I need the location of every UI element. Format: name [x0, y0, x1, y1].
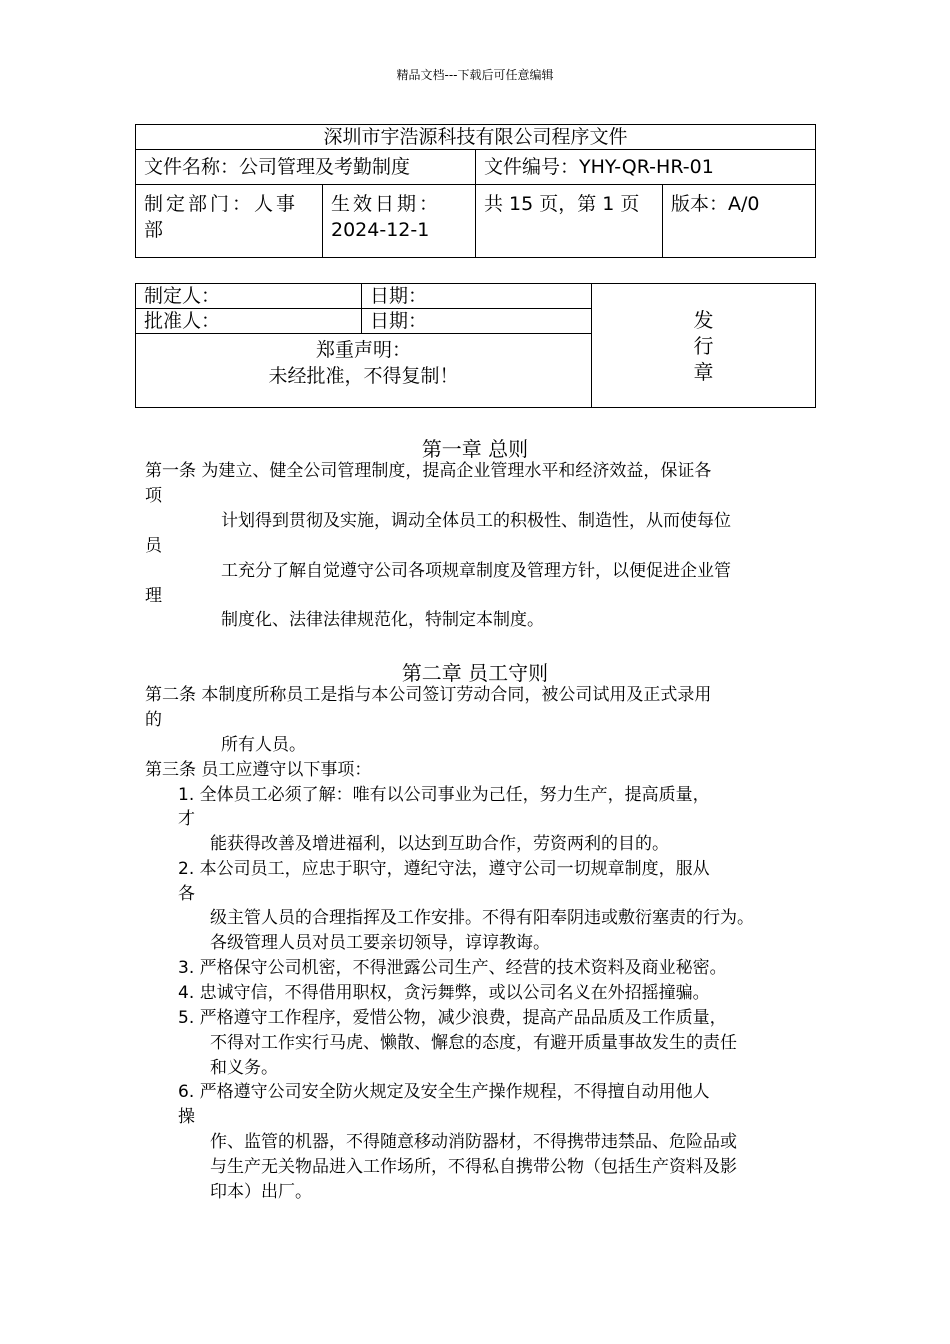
- paragraph-line: 各: [178, 884, 195, 904]
- chapter-2-title: 第二章 员工守则: [401, 661, 549, 685]
- approval-table: [135, 283, 816, 408]
- maker-date-cell: 日期：: [362, 284, 592, 309]
- paragraph-line: 员: [145, 536, 162, 556]
- department-cell: [136, 185, 323, 258]
- approver-cell: 批准人：: [136, 309, 362, 334]
- effective-date: 2024-12-1: [331, 219, 430, 241]
- paragraph-line: 制度化、法律法律规范化，特制定本制度。: [221, 610, 544, 630]
- approver-date-cell: 日期：: [362, 309, 592, 334]
- paragraph-line: 第二条 本制度所称员工是指与本公司签订劳动合同，被公司试用及正式录用: [145, 685, 712, 705]
- paragraph-line: 工充分了解自觉遵守公司各项规章制度及管理方针，以便促进企业管: [221, 561, 731, 581]
- paragraph-line: 计划得到贯彻及实施，调动全体员工的积极性、制造性，从而使每位: [221, 511, 731, 531]
- paragraph-line: 才: [178, 809, 195, 829]
- department-line2: 部: [144, 219, 164, 241]
- effective-date-cell: [323, 185, 476, 258]
- maker-cell: 制定人：: [136, 284, 362, 309]
- stamp-char-3: 章: [693, 359, 714, 384]
- paragraph-line: 各级管理人员对员工要亲切领导，谆谆教诲。: [210, 933, 550, 953]
- file-name-cell: 文件名称：公司管理及考勤制度: [136, 150, 476, 185]
- document-title: 深圳市宇浩源科技有限公司程序文件: [136, 125, 816, 150]
- paragraph-line: 级主管人员的合理指挥及工作安排。不得有阳奉阴违或敷衍塞责的行为。: [210, 908, 754, 928]
- list-item-2: 2. 本公司员工，应忠于职守，遵纪守法，遵守公司一切规章制度，服从: [178, 859, 710, 879]
- issue-stamp-cell: [592, 284, 816, 408]
- paragraph-line: 所有人员。: [221, 735, 306, 755]
- paragraph-line: 印本）出厂。: [210, 1182, 312, 1202]
- department-line1: 制定部门：人事: [144, 193, 299, 215]
- list-item-1: 1. 全体员工必须了解：唯有以公司事业为己任，努力生产，提高质量，: [178, 785, 710, 805]
- list-item-6: 6. 严格遵守公司安全防火规定及安全生产操作规程，不得擅自动用他人: [178, 1082, 710, 1102]
- notice-title: 郑重声明：: [315, 339, 411, 361]
- paragraph-line: 的: [145, 710, 162, 730]
- header-note: 精品文档---下载后可任意编辑: [396, 68, 554, 82]
- document-info-table: [135, 124, 816, 258]
- effective-label: 生效日期：: [331, 193, 442, 215]
- file-number-cell: 文件编号：YHY-QR-HR-01: [476, 150, 816, 185]
- list-item-3: 3. 严格保守公司机密，不得泄露公司生产、经营的技术资料及商业秘密。: [178, 958, 727, 978]
- chapter-1-title: 第一章 总则: [421, 437, 529, 461]
- notice-cell: [136, 334, 592, 408]
- version-cell: 版本：A/0: [663, 185, 816, 258]
- page-count-cell: 共 15 页，第 1 页: [476, 185, 663, 258]
- paragraph-line: 项: [145, 486, 162, 506]
- paragraph-line: 作、监管的机器，不得随意移动消防器材，不得携带违禁品、危险品或: [210, 1132, 737, 1152]
- list-item-4: 4. 忠诚守信，不得借用职权，贪污舞弊，或以公司名义在外招摇撞骗。: [178, 983, 710, 1003]
- paragraph-line: 操: [178, 1107, 195, 1127]
- paragraph-line: 和义务。: [210, 1058, 278, 1078]
- paragraph-line: 不得对工作实行马虎、懒散、懈怠的态度，有避开质量事故发生的责任: [210, 1033, 737, 1053]
- list-item-5: 5. 严格遵守工作程序，爱惜公物，减少浪费，提高产品品质及工作质量，: [178, 1008, 727, 1028]
- paragraph-line: 能获得改善及增进福利，以达到互助合作，劳资两利的目的。: [210, 834, 669, 854]
- paragraph-line: 第三条 员工应遵守以下事项：: [145, 760, 372, 780]
- paragraph-line: 第一条 为建立、健全公司管理制度，提高企业管理水平和经济效益，保证各: [145, 461, 712, 481]
- notice-text: 未经批准，不得复制！: [268, 365, 459, 387]
- stamp-char-1: 发: [693, 307, 714, 332]
- stamp-char-2: 行: [693, 333, 714, 358]
- paragraph-line: 与生产无关物品进入工作场所，不得私自携带公物（包括生产资料及影: [210, 1157, 737, 1177]
- paragraph-line: 理: [145, 586, 162, 606]
